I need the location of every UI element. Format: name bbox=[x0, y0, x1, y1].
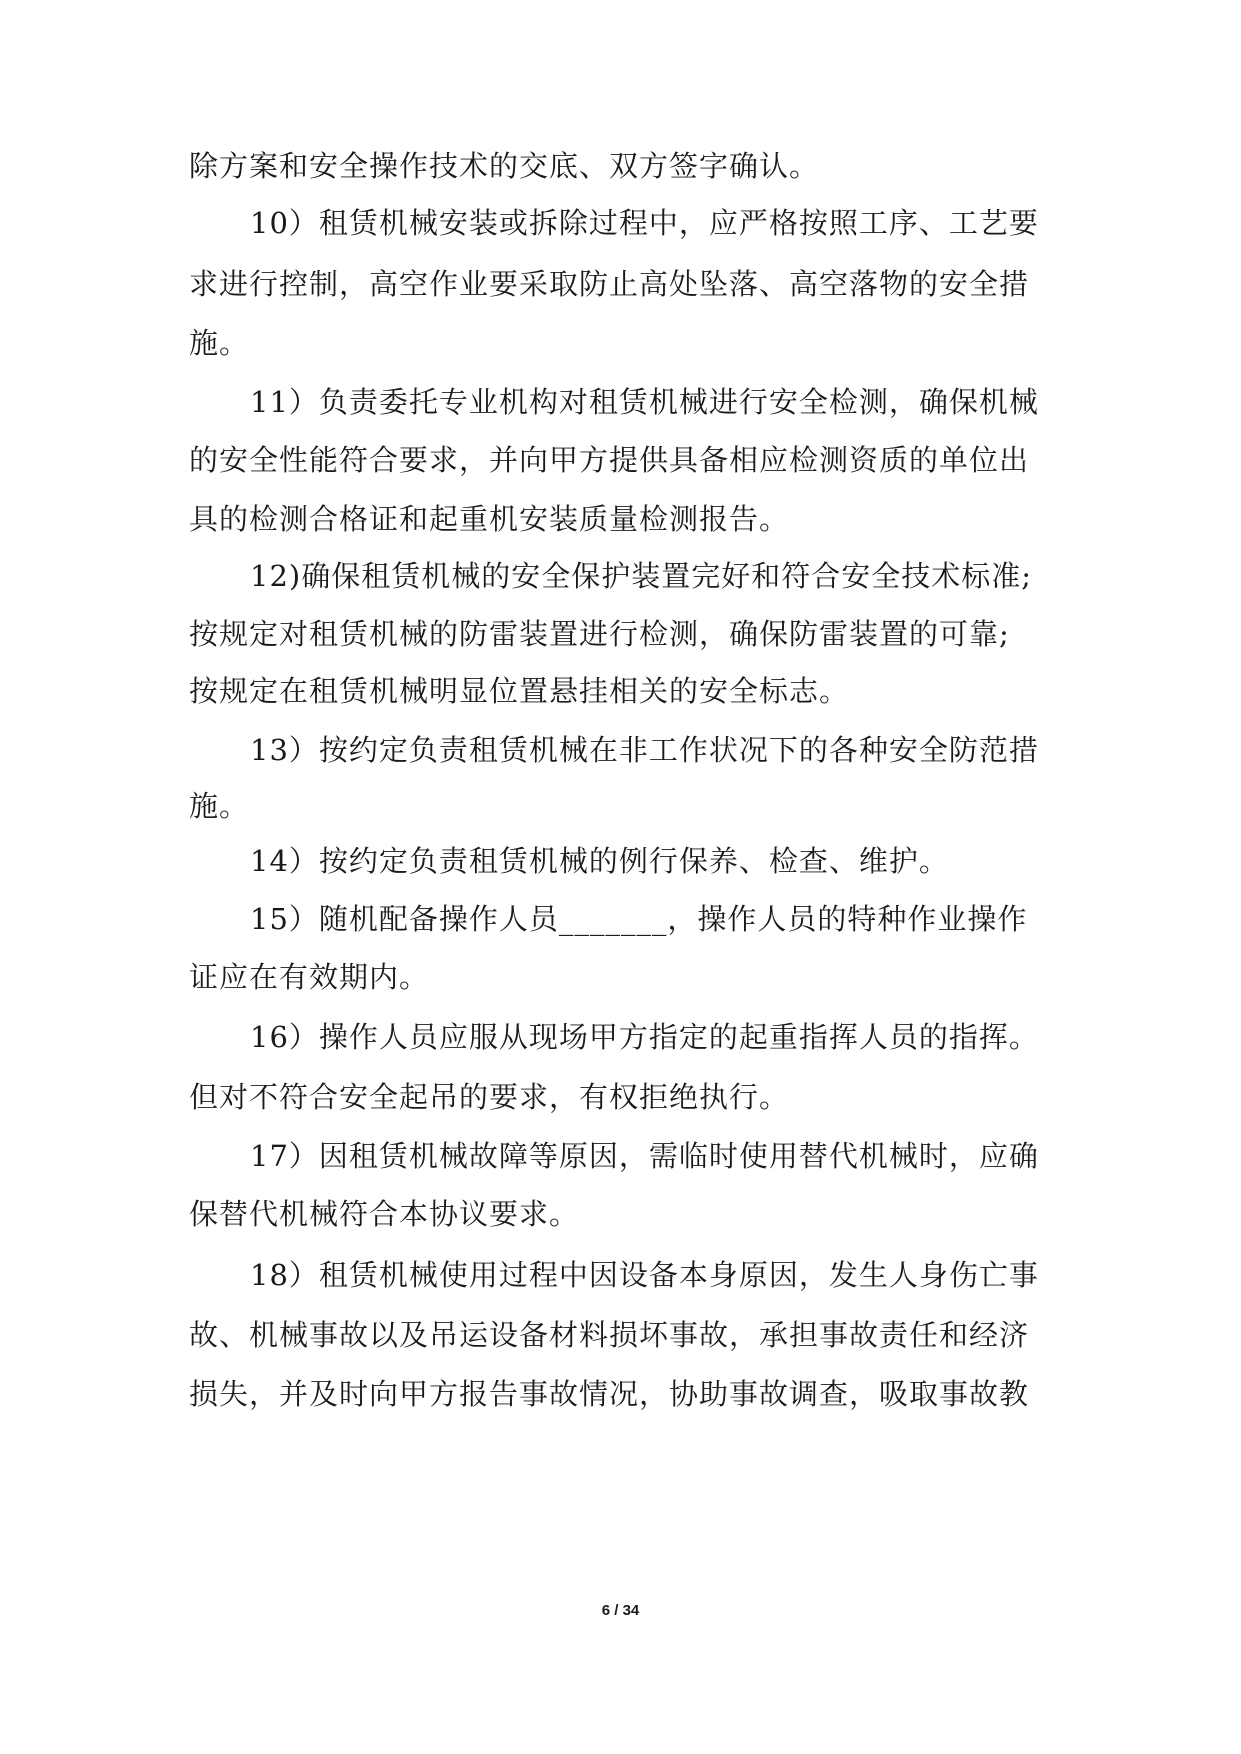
text-line-19: 保替代机械符合本协议要求。 bbox=[189, 1197, 580, 1231]
text-line-15: 证应在有效期内。 bbox=[189, 960, 430, 994]
text-line-2: 10）租赁机械安装或拆除过程中，应严格按照工序、工艺要 bbox=[250, 206, 1039, 240]
text-line-12: 施。 bbox=[189, 789, 250, 823]
text-line-16: 16）操作人员应服从现场甲方指定的起重指挥人员的指挥。 bbox=[250, 1020, 1039, 1054]
text-line-22: 损失，并及时向甲方报告事故情况，协助事故调查，吸取事故教 bbox=[189, 1377, 1030, 1411]
text-line-7: 具的检测合格证和起重机安装质量检测报告。 bbox=[189, 502, 790, 536]
text-line-8: 12)确保租赁机械的安全保护装置完好和符合安全技术标准; bbox=[250, 559, 1032, 593]
text-line-11: 13）按约定负责租赁机械在非工作状况下的各种安全防范措 bbox=[250, 733, 1039, 767]
text-line-20: 18）租赁机械使用过程中因设备本身原因，发生人身伤亡事 bbox=[250, 1258, 1039, 1292]
text-line-10: 按规定在租赁机械明显位置悬挂相关的安全标志。 bbox=[189, 674, 850, 708]
text-line-18: 17）因租赁机械故障等原因，需临时使用替代机械时，应确 bbox=[250, 1139, 1039, 1173]
text-line-13: 14）按约定负责租赁机械的例行保养、检查、维护。 bbox=[250, 844, 949, 878]
text-line-17: 但对不符合安全起吊的要求，有权拒绝执行。 bbox=[189, 1080, 790, 1114]
text-line-6: 的安全性能符合要求，并向甲方提供具备相应检测资质的单位出 bbox=[189, 443, 1030, 477]
text-line-1: 除方案和安全操作技术的交底、双方签字确认。 bbox=[189, 149, 820, 183]
text-line-4: 施。 bbox=[189, 326, 250, 360]
text-line-9: 按规定对租赁机械的防雷装置进行检测，确保防雷装置的可靠; bbox=[189, 617, 1010, 651]
page-number: 6 / 34 bbox=[601, 1602, 640, 1619]
text-line-5: 11）负责委托专业机构对租赁机械进行安全检测，确保机械 bbox=[250, 385, 1039, 419]
text-line-14: 15）随机配备操作人员_______，操作人员的特种作业操作 bbox=[250, 902, 1028, 936]
text-line-3: 求进行控制，高空作业要采取防止高处坠落、高空落物的安全措 bbox=[189, 267, 1030, 301]
text-line-21: 故、机械事故以及吊运设备材料损坏事故，承担事故责任和经济 bbox=[189, 1318, 1030, 1352]
